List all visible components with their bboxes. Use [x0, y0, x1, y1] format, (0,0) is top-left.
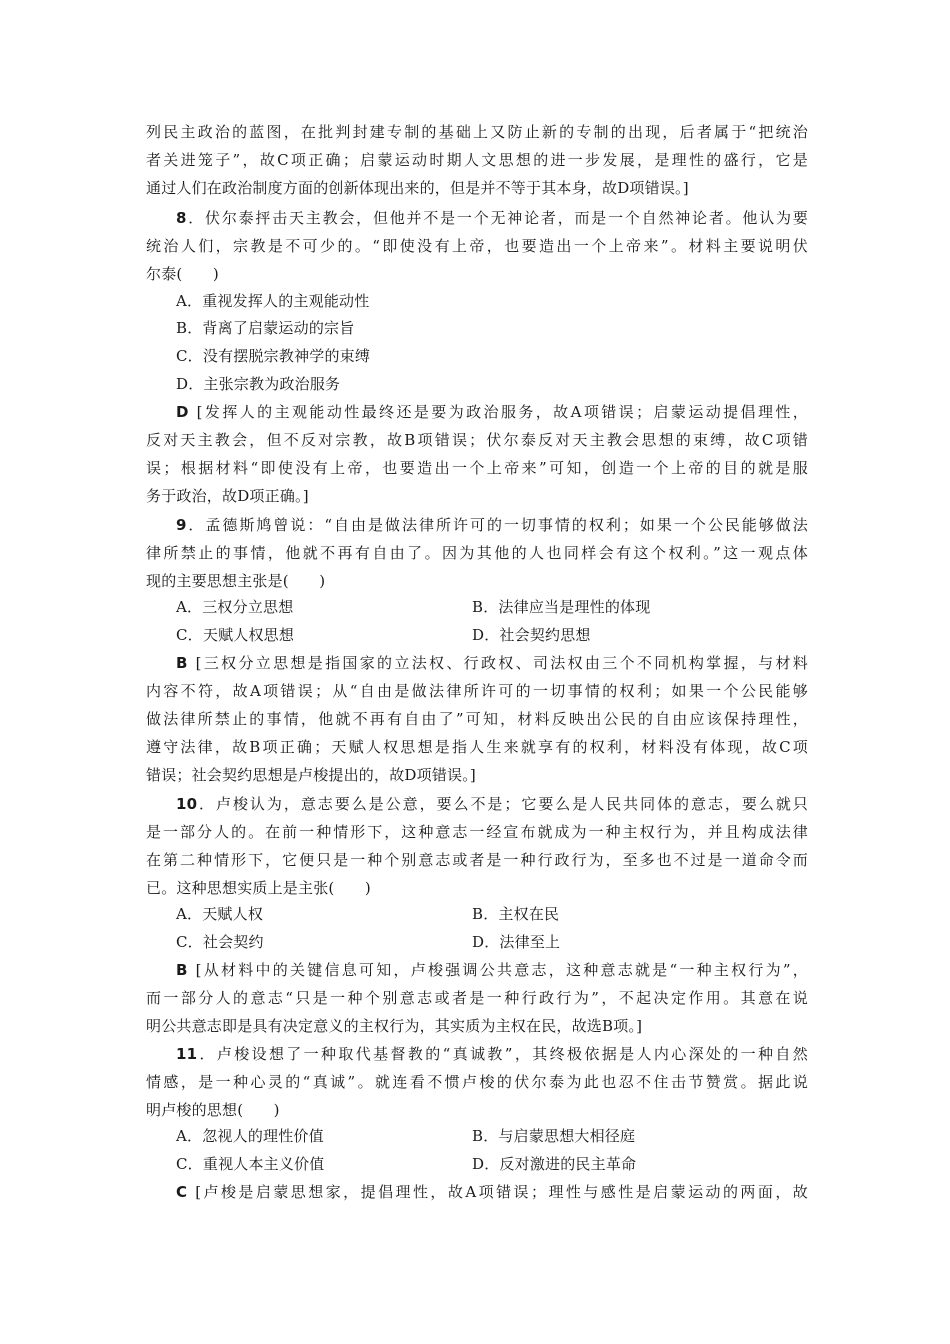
question-8-stem-line: 尔泰( ) — [146, 265, 219, 283]
question-9-option-c: C．天赋人权思想 — [176, 626, 295, 644]
intro-line: 者关进笼子”，故C项正确；启蒙运动时期人文思想的进一步发展，是理性的盛行，它是 — [146, 151, 808, 169]
intro-line: 通过人们在政治制度方面的创新体现出来的，但是并不等于其本身，故D项错误。] — [146, 179, 689, 197]
question-9-explanation-line: 做法律所禁止的事情，他就不再有自由了”可知，材料反映出公民的自由应该保持理性， — [146, 710, 808, 728]
question-10-option-a: A．天赋人权 — [176, 905, 264, 923]
question-number: 8 — [176, 209, 187, 227]
question-9-explanation-line: 错误；社会契约思想是卢梭提出的，故D项错误。] — [146, 766, 476, 784]
answer-letter: C — [176, 1183, 188, 1201]
question-9-explanation-line: B [三权分立思想是指国家的立法权、行政权、司法权由三个不同机构掌握，与材料 — [176, 654, 808, 672]
question-8-explanation-line: D [发挥人的主观能动性最终还是要为政治服务，故A项错误；启蒙运动提倡理性， — [176, 403, 808, 421]
question-9-option-b: B．法律应当是理性的体现 — [472, 598, 651, 616]
question-number: 9 — [176, 516, 187, 534]
question-8-option-b: B．背离了启蒙运动的宗旨 — [176, 319, 355, 337]
question-11-stem-line: 明卢梭的思想( ) — [146, 1101, 280, 1119]
question-8-option-d: D．主张宗教为政治服务 — [176, 375, 341, 393]
question-11-option-c: C．重视人本主义价值 — [176, 1155, 325, 1173]
question-number: 10 — [176, 795, 198, 813]
question-9-option-a: A．三权分立思想 — [176, 598, 294, 616]
question-8-explanation-line: 务于政治，故D项正确。] — [146, 487, 309, 505]
question-10-option-b: B．主权在民 — [472, 905, 560, 923]
question-10-stem-line: 已。这种思想实质上是主张( ) — [146, 879, 371, 897]
question-8-stem-line: 8．伏尔泰抨击天主教会，但他并不是一个无神论者，而是一个自然神论者。他认为要 — [176, 209, 808, 227]
question-11-explanation-line: C [卢梭是启蒙思想家，提倡理性，故A项错误；理性与感性是启蒙运动的两面，故 — [176, 1183, 808, 1201]
question-10-explanation-line: 明公共意志即是具有决定意义的主权行为，其实质为主权在民，故选B项。] — [146, 1017, 643, 1035]
question-10-option-c: C．社会契约 — [176, 933, 264, 951]
answer-letter: B — [176, 961, 188, 979]
question-9-explanation-line: 遵守法律，故B项正确；天赋人权思想是指人生来就享有的权利，材料没有体现，故C项 — [146, 738, 808, 756]
question-9-option-d: D．社会契约思想 — [472, 626, 591, 644]
question-10-option-d: D．法律至上 — [472, 933, 561, 951]
question-10-stem-line: 是一部分人的。在前一种情形下，这种意志一经宣布就成为一种主权行为，并且构成法律 — [146, 823, 808, 841]
question-8-option-a: A．重视发挥人的主观能动性 — [176, 292, 370, 310]
question-10-stem-line: 在第二种情形下，它便只是一种个别意志或者是一种行政行为，至多也不过是一道命令而 — [146, 851, 808, 869]
question-10-stem-line: 10．卢梭认为，意志要么是公意，要么不是；它要么是人民共同体的意志，要么就只 — [176, 795, 808, 813]
question-11-option-a: A．忽视人的理性价值 — [176, 1127, 324, 1145]
question-9-explanation-line: 内容不符，故A项错误；从“自由是做法律所许可的一切事情的权利；如果一个公民能够 — [146, 682, 808, 700]
intro-line: 列民主政治的蓝图，在批判封建专制的基础上又防止新的专制的出现，后者属于“把统治 — [146, 123, 808, 141]
question-8-explanation-line: 反对天主教会，但不反对宗教，故B项错误；伏尔泰反对天主教会思想的束缚，故C项错 — [146, 431, 808, 449]
question-11-option-d: D．反对激进的民主革命 — [472, 1155, 637, 1173]
question-11-stem-line: 情感，是一种心灵的“真诚”。就连看不惯卢梭的伏尔泰为此也忍不住击节赞赏。据此说 — [146, 1073, 808, 1091]
answer-letter: B — [176, 654, 188, 672]
question-8-option-c: C．没有摆脱宗教神学的束缚 — [176, 347, 371, 365]
question-8-explanation-line: 误；根据材料“即使没有上帝，也要造出一个上帝来”可知，创造一个上帝的目的就是服 — [146, 459, 808, 477]
answer-letter: D — [176, 403, 189, 421]
question-11-stem-line: 11．卢梭设想了一种取代基督教的“真诚教”，其终极依据是人内心深处的一种自然 — [176, 1045, 808, 1063]
question-9-stem-line: 现的主要思想主张是( ) — [146, 572, 326, 590]
question-number: 11 — [176, 1045, 198, 1063]
question-11-option-b: B．与启蒙思想大相径庭 — [472, 1127, 636, 1145]
question-10-explanation-line: 而一部分人的意志“只是一种个别意志或者是一种行政行为”，不起决定作用。其意在说 — [146, 989, 808, 1007]
question-8-stem-line: 统治人们，宗教是不可少的。“即使没有上帝，也要造出一个上帝来”。材料主要说明伏 — [146, 237, 808, 255]
question-9-stem-line: 律所禁止的事情，他就不再有自由了。因为其他的人也同样会有这个权利。”这一观点体 — [146, 544, 808, 562]
question-9-stem-line: 9．孟德斯鸠曾说：“自由是做法律所许可的一切事情的权利；如果一个公民能够做法 — [176, 516, 808, 534]
question-10-explanation-line: B [从材料中的关键信息可知，卢梭强调公共意志，这种意志就是“一种主权行为”， — [176, 961, 808, 979]
